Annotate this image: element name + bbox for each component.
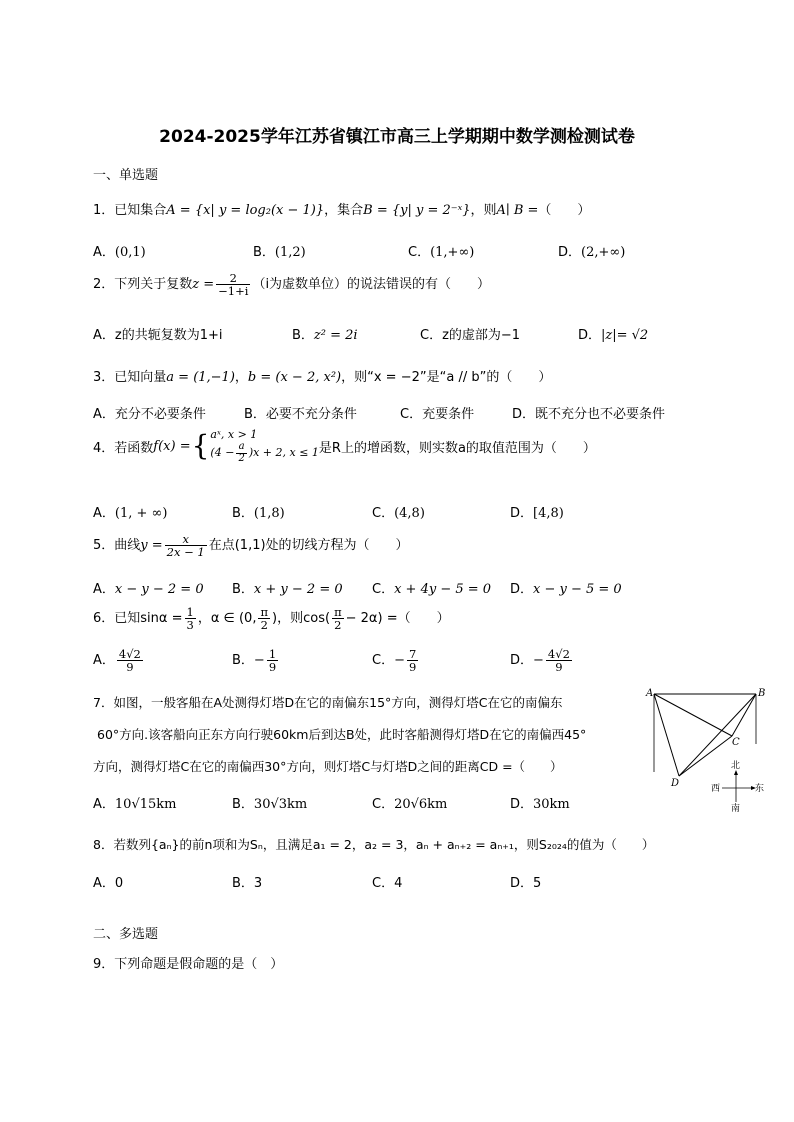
q4-case-2-a: (4 − <box>210 446 235 460</box>
segment-cd <box>679 736 732 776</box>
q6-p-den: 2 <box>260 618 268 633</box>
option-value: x − y − 5 = 0 <box>533 582 622 597</box>
q5-option-d[interactable] <box>510 578 622 597</box>
q6-stem-d: − 2α) =（ ） <box>345 611 450 627</box>
option-label: C． <box>400 407 423 422</box>
option-label: B． <box>244 407 266 422</box>
option-sign: − <box>533 653 544 669</box>
q6-option-c[interactable] <box>372 648 420 673</box>
section-heading-single-choice: 一、单选题 <box>93 168 159 183</box>
q1-option-a[interactable] <box>93 241 146 260</box>
point-b-label: B <box>758 688 766 699</box>
option-den: 9 <box>126 660 134 675</box>
q3-sep: ， <box>234 370 248 385</box>
q6-option-d[interactable] <box>510 648 574 673</box>
q3-option-b[interactable] <box>244 403 357 422</box>
option-value: (1,2) <box>274 245 306 260</box>
q6-s-num: 1 <box>186 605 194 619</box>
q2-option-b[interactable] <box>292 324 358 343</box>
q8-option-c[interactable] <box>372 872 402 891</box>
option-label: C． <box>420 328 443 343</box>
q8-option-a[interactable] <box>93 872 123 891</box>
option-fraction <box>407 648 418 673</box>
q1-set-b: B = {y| y = 2⁻ˣ} <box>363 203 471 218</box>
q7-option-d[interactable] <box>510 793 570 812</box>
q6-stem-b: ，α ∈ (0, <box>197 611 257 627</box>
q6-stem-a: 6．已知sinα = <box>93 611 183 627</box>
q4-cases <box>210 428 319 464</box>
q5-option-b[interactable] <box>232 578 343 597</box>
question-9: 9．下列命题是假命题的是（ ） <box>93 957 284 972</box>
option-fraction <box>267 648 278 673</box>
q7-line-3: 方向，测得灯塔C在它的南偏西30°方向，则灯塔C与灯塔D之间的距离CD =（ ） <box>93 759 563 774</box>
q1-ask: A∣ B = <box>496 203 539 218</box>
option-sign: − <box>253 653 265 669</box>
compass-west-label: 西 <box>711 784 721 794</box>
compass-south-label: 南 <box>731 804 741 814</box>
segment-ac <box>654 694 732 736</box>
option-value: 充要条件 <box>422 407 475 422</box>
option-label: D． <box>512 407 536 422</box>
q4-case-2-b: )x + 2, x ≤ 1 <box>248 446 319 460</box>
compass-north-label: 北 <box>731 761 741 771</box>
q1-paren: （ ） <box>538 203 591 218</box>
option-value: 20√6km <box>394 797 448 812</box>
q7-line-2: 60°方向.该客船向正东方向行驶60km后到达B处，此时客船测得灯塔D在它的南偏西45° <box>97 727 587 742</box>
q1-stem-c: ，则 <box>470 203 497 218</box>
q1-option-b[interactable] <box>253 241 306 260</box>
option-label: A． <box>93 328 115 343</box>
q6-frac-cos <box>332 606 344 631</box>
option-label: A． <box>93 506 115 521</box>
option-label: C． <box>372 506 395 521</box>
point-a-label: A <box>646 688 654 699</box>
q2-option-a[interactable] <box>93 324 223 343</box>
option-value: 3 <box>253 876 263 891</box>
point-c-label: C <box>732 737 740 748</box>
point-d-label: D <box>671 778 680 789</box>
q2-option-c[interactable] <box>420 324 520 343</box>
option-label: B． <box>232 582 254 597</box>
q5-frac-num: x <box>165 533 207 546</box>
q2-stem-a: 2．下列关于复数 <box>93 277 193 293</box>
option-label: D． <box>510 797 534 812</box>
option-value: 5 <box>533 876 542 891</box>
option-label: B． <box>292 328 314 343</box>
segment-bd <box>679 694 756 776</box>
option-sign: − <box>394 653 405 669</box>
option-value: 30km <box>533 797 570 812</box>
option-label: A． <box>93 653 115 669</box>
q2-frac-num: 2 <box>216 272 250 285</box>
option-label: C． <box>372 653 395 669</box>
q4-stem-b: 是R上的增函数，则实数a的取值范围为（ ） <box>318 440 596 456</box>
q4-case-2-num: a <box>236 442 246 454</box>
q5-y-eq: y = <box>140 538 163 554</box>
option-label: B． <box>232 876 254 891</box>
question-6 <box>93 606 450 631</box>
option-label: A． <box>93 245 115 260</box>
option-value: x + y − 2 = 0 <box>253 582 343 597</box>
q4-case-2-frac <box>236 442 246 464</box>
q4-case-2 <box>210 442 319 464</box>
q2-option-d[interactable] <box>578 324 648 343</box>
option-value: 4 <box>394 876 403 891</box>
q3-vector-a: a = (1,−1) <box>166 370 235 385</box>
option-label: A． <box>93 407 115 422</box>
q4-option-d[interactable] <box>510 502 564 521</box>
option-label: B． <box>232 506 254 521</box>
option-value: (2,+∞) <box>581 245 626 260</box>
q5-frac-den: 2x − 1 <box>166 545 205 560</box>
q3-option-a[interactable] <box>93 403 206 422</box>
question-5 <box>93 533 409 558</box>
q5-stem-b: 在点(1,1)处的切线方程为（ ） <box>208 538 409 554</box>
option-label: C． <box>372 797 395 812</box>
option-den: 9 <box>408 660 417 675</box>
q3-option-c[interactable] <box>400 403 474 422</box>
q6-p-num: π <box>260 605 269 619</box>
option-value: (1,+∞) <box>430 245 475 260</box>
question-3 <box>93 366 551 385</box>
option-label: D． <box>558 245 582 260</box>
q3-stem-b: ，则“x = −2”是“a // b”的（ ） <box>341 370 552 385</box>
page-title: 2024-2025学年江苏省镇江市高三上学期期中数学测检测试卷 <box>159 127 635 147</box>
q3-vector-b: b = (x − 2, x²) <box>247 370 342 385</box>
q5-option-a[interactable] <box>93 578 204 597</box>
q6-option-a[interactable] <box>93 648 145 673</box>
option-num: 4√2 <box>118 647 141 661</box>
q2-frac-den: −1+i <box>218 284 249 299</box>
question-8: 8．若数列{aₙ}的前n项和为Sₙ，且满足a₁ = 2，a₂ = 3，aₙ + aₙ₊₂ = aₙ₊₁，则S₂₀₂₄的值为（ ） <box>93 837 655 852</box>
q4-stem-a: 4．若函数 <box>93 440 154 456</box>
q2-fraction <box>216 272 250 297</box>
option-label: D． <box>510 582 534 597</box>
option-num: 1 <box>268 647 277 661</box>
option-label: B． <box>232 653 254 669</box>
q1-set-a: A = {x| y = log₂(x − 1)} <box>166 203 325 218</box>
q6-option-b[interactable] <box>232 648 280 673</box>
q8-option-b[interactable] <box>232 872 262 891</box>
option-value: 0 <box>114 876 124 891</box>
compass-east-label: 东 <box>755 784 765 794</box>
option-num: 4√2 <box>547 647 570 661</box>
q7-option-a[interactable] <box>93 793 176 812</box>
q4-case-1: aˣ, x > 1 <box>210 428 258 441</box>
q1-stem-a: 1．已知集合 <box>93 203 167 218</box>
option-label: A． <box>93 582 115 597</box>
option-fraction <box>546 648 572 673</box>
segment-ad <box>654 694 679 776</box>
q4-brace: { <box>191 429 210 463</box>
q7-option-c[interactable] <box>372 793 447 812</box>
q1-stem-b: ，集合 <box>324 203 364 218</box>
question-1 <box>93 199 590 218</box>
option-value: z² = 2i <box>313 328 358 343</box>
q6-s-den: 3 <box>186 618 194 633</box>
q2-stem-b: （i为虚数单位）的说法错误的有（ ） <box>252 277 491 293</box>
option-label: D． <box>510 506 534 521</box>
q5-fraction <box>165 533 207 558</box>
option-label: B． <box>253 245 275 260</box>
option-label: D． <box>510 653 534 669</box>
option-den: 9 <box>555 660 563 675</box>
option-value: 既不充分也不必要条件 <box>535 407 666 422</box>
q4-option-b[interactable] <box>232 502 285 521</box>
q2-z-eq: z = <box>192 277 215 293</box>
q8-option-d[interactable] <box>510 872 541 891</box>
question-4 <box>93 428 596 464</box>
option-value: 充分不必要条件 <box>114 407 206 422</box>
option-value: (0,1) <box>114 245 146 260</box>
option-value: z的虚部为−1 <box>442 328 521 343</box>
q4-fx: f(x) = <box>153 438 191 454</box>
option-label: B． <box>232 797 254 812</box>
q6-c-den: 2 <box>334 618 342 633</box>
option-value: [4,8) <box>533 506 564 521</box>
option-value: (4,8) <box>394 506 425 521</box>
q4-case-2-den: 2 <box>238 452 245 464</box>
option-label: C． <box>372 876 395 891</box>
option-value: (1, + ∞) <box>114 506 168 521</box>
option-value: (1,8) <box>253 506 285 521</box>
q6-frac-sin <box>185 606 196 631</box>
option-label: D． <box>578 328 602 343</box>
option-value: 必要不充分条件 <box>265 407 357 422</box>
q6-c-num: π <box>334 605 342 619</box>
q1-option-c[interactable] <box>408 241 474 260</box>
option-den: 9 <box>268 660 277 675</box>
option-num: 7 <box>408 647 417 661</box>
section-heading-multi-choice: 二、多选题 <box>93 927 159 942</box>
option-label: C． <box>372 582 395 597</box>
option-label: D． <box>510 876 534 891</box>
q7-geometry-diagram <box>644 684 764 814</box>
q1-option-d[interactable] <box>558 241 625 260</box>
q6-frac-pi <box>258 606 270 631</box>
option-value: z的共轭复数为1+i <box>114 328 223 343</box>
option-label: A． <box>93 876 115 891</box>
option-value: x + 4y − 5 = 0 <box>394 582 492 597</box>
q3-option-d[interactable] <box>512 403 665 422</box>
option-value: 10√15km <box>114 797 177 812</box>
q4-option-a[interactable] <box>93 502 167 521</box>
q5-option-c[interactable] <box>372 578 491 597</box>
option-value: |z|= √2 <box>601 328 649 343</box>
option-label: C． <box>408 245 431 260</box>
option-value: 30√3km <box>253 797 308 812</box>
q3-stem-a: 3．已知向量 <box>93 370 167 385</box>
q7-line-1: 7．如图，一般客船在A处测得灯塔D在它的南偏东15°方向，测得灯塔C在它的南偏东 <box>93 695 563 710</box>
q6-stem-c: )，则cos( <box>272 611 331 627</box>
q7-option-b[interactable] <box>232 793 307 812</box>
q5-stem-a: 5．曲线 <box>93 538 141 554</box>
option-fraction <box>117 648 143 673</box>
question-2 <box>93 272 490 297</box>
q4-option-c[interactable] <box>372 502 425 521</box>
option-value: x − y − 2 = 0 <box>114 582 204 597</box>
option-label: A． <box>93 797 115 812</box>
